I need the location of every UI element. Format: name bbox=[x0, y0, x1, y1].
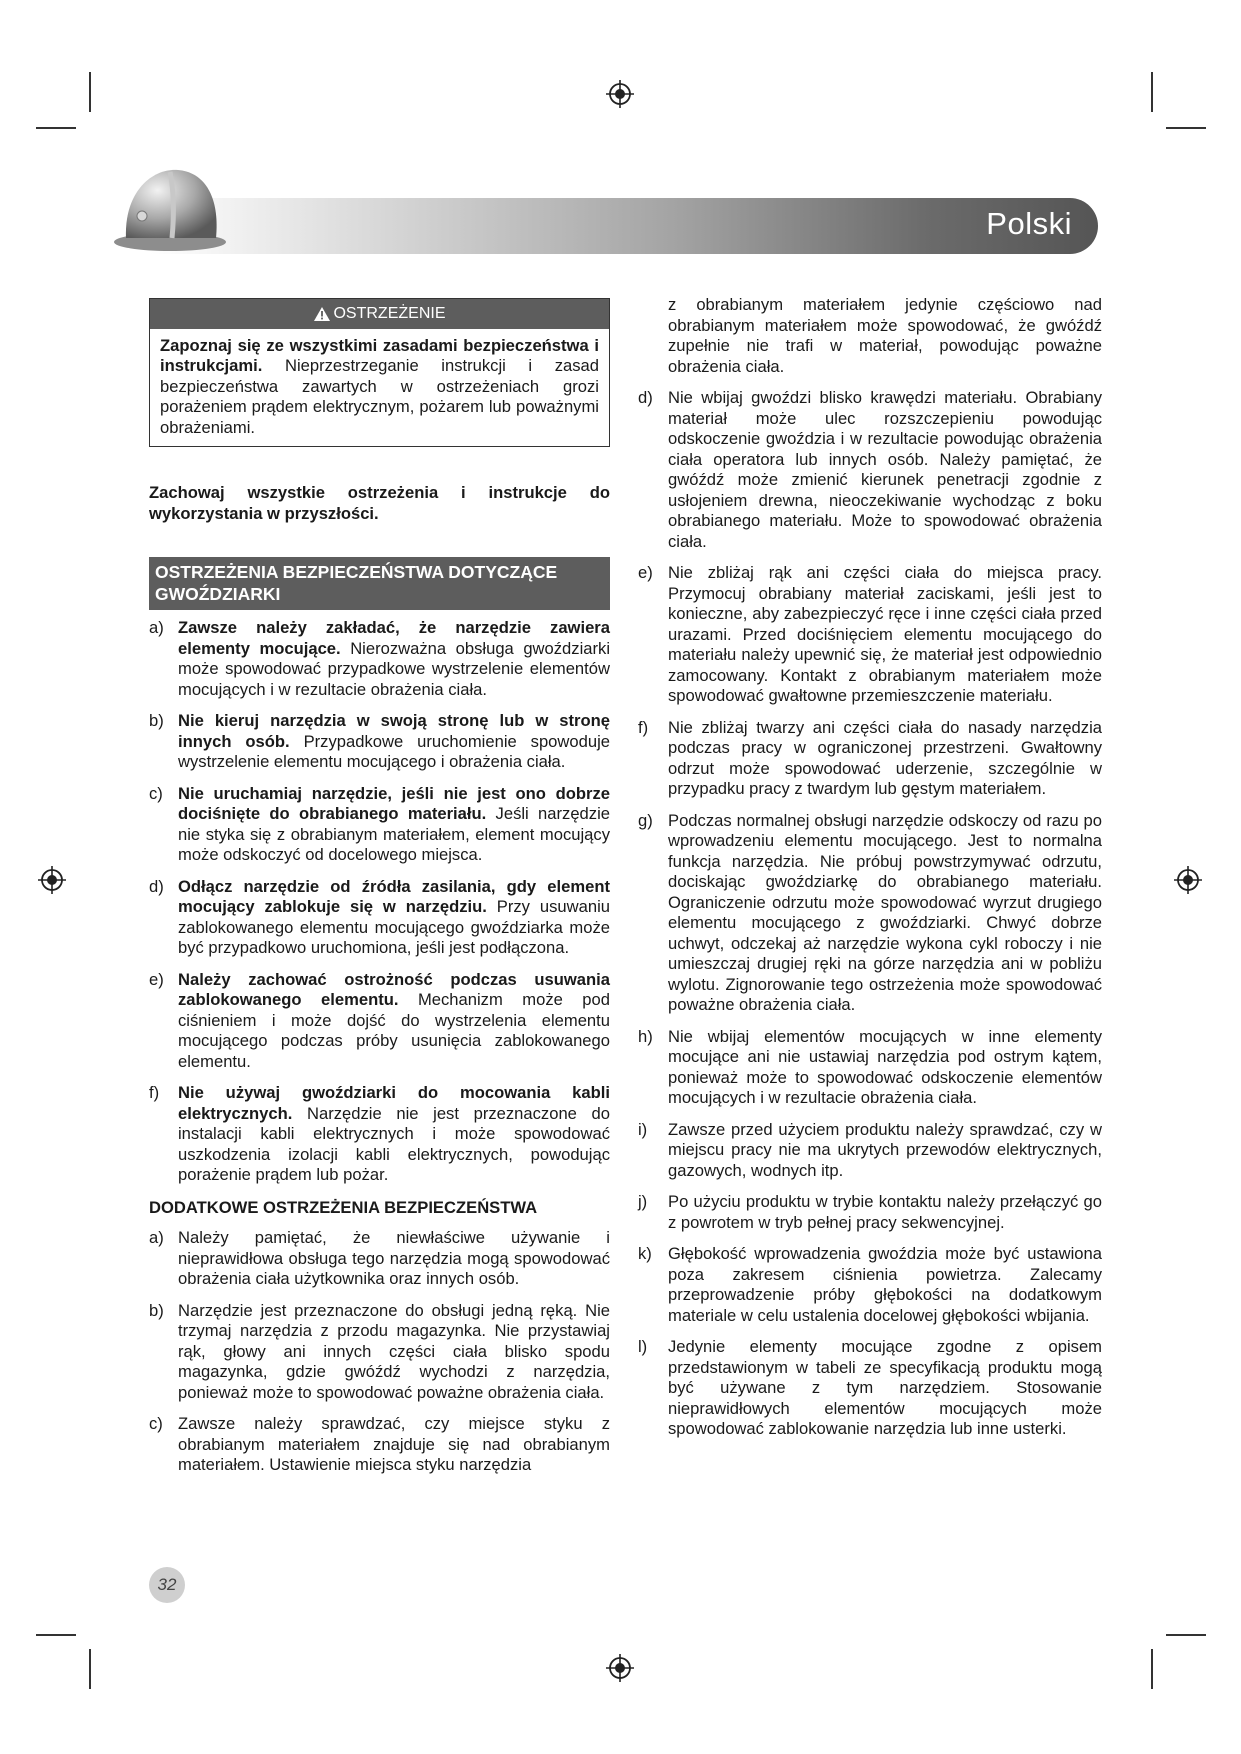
list-item bbox=[149, 784, 610, 866]
item-letter: j) bbox=[638, 1192, 648, 1211]
registration-mark-icon bbox=[604, 1652, 636, 1684]
item-text: Nie zbliżaj twarzy ani części ciała do nasady narzędzia podczas pracy w ograniczonej przestrzeni. Gwałtowny odrzut może spowodować uderzenie, szczególnie w przypadku pracy z twardym lub gęstym materiałem. bbox=[668, 717, 1102, 798]
list-item bbox=[638, 718, 1102, 800]
registration-mark-icon bbox=[36, 864, 68, 896]
item-letter: d) bbox=[149, 876, 164, 896]
crop-mark bbox=[1151, 72, 1153, 112]
item-letter: f) bbox=[638, 717, 649, 737]
left-column bbox=[149, 298, 610, 1487]
item-letter: i) bbox=[638, 1119, 648, 1139]
right-column bbox=[638, 295, 1102, 1451]
list-item bbox=[149, 618, 610, 700]
item-bold-text: Nie używaj gwoździarki do mocowania kabli elektrycznych. bbox=[178, 1083, 610, 1123]
item-text: Nie wbijaj gwoździ blisko krawędzi materiału. Obrabiany materiał może ulec rozszczepieniu powodując odskoczenie gwoździa i w rezultacie powodując obrażenia ciała operatora lub innych osób. Należy pamiętać, że gwóźdź może zmienić kierunek penetracji zgodnie z usłojeniem drewna, nieoczekiwanie wychodząc z boku obrabianego materiału. Może to spowodować obrażenia ciała. bbox=[668, 388, 1102, 551]
item-letter: e) bbox=[638, 563, 653, 582]
item-text: Należy pamiętać, że niewłaściwe używanie i nieprawidłowa obsługa tego narzędzia mogą spowodować obrażenia ciała użytkownika oraz innych osób. bbox=[178, 1228, 610, 1288]
warning-box-plain-text: Nieprzestrzeganie instrukcji i zasad bezpieczeństwa zawartych w ostrzeżeniach grozi porażeniem prądem elektrycznym, pożarem lub poważnymi obrażeniami. bbox=[160, 356, 599, 437]
list-item bbox=[638, 388, 1102, 552]
item-text: Zawsze należy sprawdzać, czy miejsce styku z obrabianym materiałem znajduje się nad obrabianym materiałem. Ustawienie miejsca styku narzędzia bbox=[178, 1414, 610, 1474]
list-item bbox=[638, 1027, 1102, 1109]
item-text: Mechanizm może pod ciśnieniem i może dojść do wystrzelenia elementu mocującego podczas próby usunięcia zablokowanego elementu. bbox=[178, 990, 610, 1071]
item-text: Narzędzie jest przeznaczone do obsługi jedną ręką. Nie trzymaj narzędzia z przodu magazynka. Nie przystawiaj rąk, głowy ani innych części ciała blisko spodu magazynka, gdzie gwóźdź wychodzi z narzędzia, ponieważ może to spowodować poważne obrażenia ciała. bbox=[178, 1300, 610, 1402]
list-item bbox=[638, 1120, 1102, 1182]
list-item bbox=[638, 563, 1102, 707]
item-bold-text: Zawsze należy zakładać, że narzędzie zawiera elementy mocujące. bbox=[178, 618, 610, 658]
item-letter: g) bbox=[638, 810, 653, 830]
item-letter: k) bbox=[638, 1244, 652, 1263]
list-item bbox=[149, 711, 610, 773]
page-number: 32 bbox=[149, 1567, 185, 1603]
item-text: Zawsze przed użyciem produktu należy sprawdzać, czy w miejscu pracy nie ma ukrytych przewodów elektrycznych, gazowych, wodnych itp. bbox=[668, 1119, 1102, 1180]
item-bold-text: Nie uruchamiaj narzędzie, jeśli nie jest ono dobrze dociśnięte do obrabianego materiału. bbox=[178, 783, 610, 823]
list-item bbox=[149, 1301, 610, 1404]
list-item bbox=[149, 877, 610, 959]
subsection-heading: DODATKOWE OSTRZEŻENIA BEZPIECZEŃSTWA bbox=[149, 1197, 538, 1217]
warning-box bbox=[149, 298, 610, 447]
item-letter: a) bbox=[149, 1228, 164, 1247]
list-item bbox=[149, 1414, 610, 1476]
item-letter: c) bbox=[149, 1414, 163, 1433]
crop-mark bbox=[89, 1649, 91, 1689]
item-bold-text: Należy zachować ostrożność podczas usuwania zablokowanego elementu. bbox=[178, 969, 610, 1009]
list-item bbox=[638, 1192, 1102, 1233]
item-letter: b) bbox=[149, 711, 164, 730]
crop-mark bbox=[36, 1634, 76, 1636]
item-letter: l) bbox=[638, 1337, 648, 1356]
warning-icon bbox=[313, 306, 331, 322]
hard-hat-icon bbox=[112, 162, 232, 254]
item-text: Nie zbliżaj rąk ani części ciała do miejsca pracy. Przymocuj obrabiany materiał zaciskami, jeśli jest to konieczne, aby zabezpieczyć ręce i inne części ciała przed urazami. Przed dociśnięciem elementu mocującego do materiału należy upewnić się, że materiał jest odpowiednio zamocowany. Kontakt z obrabianym materiałem może spowodować gwałtowne przemieszczenie materiału. bbox=[668, 563, 1102, 705]
registration-mark-icon bbox=[1172, 864, 1204, 896]
item-continuation: z obrabianym materiałem jedynie częściowo nad obrabianym materiałem może spowodować, że gwóźdź zupełnie nie trafi w materiał, powodując poważne obrażenia ciała. bbox=[668, 295, 1102, 376]
item-letter: e) bbox=[149, 969, 164, 989]
crop-mark bbox=[1166, 127, 1206, 129]
item-letter: a) bbox=[149, 618, 164, 637]
list-item bbox=[149, 970, 610, 1073]
list-item bbox=[149, 1083, 610, 1186]
crop-mark bbox=[36, 127, 76, 129]
list-item bbox=[638, 811, 1102, 1016]
item-text: Po użyciu produktu w trybie kontaktu należy przełączyć go z powrotem w tryb pełnej pracy sekwencyjnej. bbox=[668, 1192, 1102, 1232]
item-letter: f) bbox=[149, 1083, 160, 1102]
item-text: Nierozważna obsługa gwoździarki może spowodować przypadkowe wystrzelenie elementów mocujących i w rezultacie obrażenia ciała. bbox=[178, 638, 611, 699]
warning-box-text bbox=[150, 329, 609, 447]
item-text: Narzędzie nie jest przeznaczone do instalacji kabli elektrycznych i może spowodować uszkodzenia izolacji kabli elektrycznych, powodując porażenie prądem lub pożar. bbox=[178, 1103, 610, 1184]
item-text: Podczas normalnej obsługi narzędzie odskoczy od razu po wprowadzeniu elementu mocującego. Jest to normalna funkcja narzędzia. Nie próbuj powstrzymywać odrzutu, dociskając gwoździarkę do obrabianego materiału. Ograniczenie odrzutu może spowodować wyrzut drugiego elementu mocującego z gwoździarki. Chwyć dobrze uchwyt, odczekaj aż narzędzie wykona cykl roboczy i nie umieszczaj drugiej ręki na górze narzędzia ani w pobliżu wylotu. Zignorowanie tego ostrzeżenia może spowodować poważne obrażenia ciała. bbox=[668, 810, 1102, 1014]
registration-mark-icon bbox=[604, 78, 636, 110]
list-item bbox=[149, 1228, 610, 1290]
banner-language-label: Polski bbox=[986, 206, 1072, 241]
item-text: Jedynie elementy mocujące zgodne z opisem przedstawionym w tabeli ze specyfikacją produktu mogą być używane z tym narzędziem. Stosowanie nieprawidłowych elementów mocujących może spowodować zablokowanie narzędzia lub inne usterki. bbox=[668, 1337, 1102, 1438]
section-heading: OSTRZEŻENIA BEZPIECZEŃSTWA DOTYCZĄCE GWOŹDZIARKI bbox=[149, 557, 610, 610]
warning-box-bold-text: Zapoznaj się ze wszystkimi zasadami bezpieczeństwa i instrukcjami. bbox=[160, 335, 599, 375]
item-letter: b) bbox=[149, 1300, 164, 1320]
item-text: Przypadkowe uruchomienie spowoduje wystrzelenie elementu mocującego i obrażenia ciała. bbox=[178, 731, 610, 771]
item-bold-text: Nie kieruj narzędzia w swoją stronę lub w stronę innych osób. bbox=[178, 711, 610, 751]
warning-box-title: OSTRZEŻENIE bbox=[333, 305, 446, 322]
item-text: Jeśli narzędzie nie styka się z obrabianym materiałem, element mocujący może odskoczyć od docelowego miejsca. bbox=[178, 804, 610, 864]
item-letter: h) bbox=[638, 1026, 653, 1046]
item-letter: d) bbox=[638, 388, 653, 407]
item-bold-text: Odłącz narzędzie od źródła zasilania, gdy element mocujący zablokuje się w narzędziu. bbox=[178, 876, 610, 916]
crop-mark bbox=[1166, 1634, 1206, 1636]
list-item bbox=[638, 1337, 1102, 1440]
item-text: Nie wbijaj elementów mocujących w inne elementy mocujące ani nie ustawiaj narzędzia pod ostrym kątem, ponieważ może to spowodować odskoczenie elementów mocujących i w rezultacie obrażenia ciała. bbox=[668, 1026, 1102, 1107]
item-text: Głębokość wprowadzenia gwoździa może być ustawiona poza zakresem ciśnienia powietrza. Zalecamy przeprowadzenie próby głębokości na dodatkowym materiale w celu ustalenia docelowej głębokości wbijania. bbox=[668, 1244, 1102, 1325]
crop-mark bbox=[1151, 1649, 1153, 1689]
language-banner bbox=[150, 198, 1098, 254]
item-letter: c) bbox=[149, 783, 163, 803]
list-item bbox=[638, 1244, 1102, 1326]
crop-mark bbox=[89, 72, 91, 112]
item-text: Przy usuwaniu zablokowanego elementu mocującego gwoździarka może być przypadkowo uruchomiona, jeśli jest podłączona. bbox=[178, 897, 610, 957]
warning-box-header bbox=[150, 299, 609, 329]
keep-instructions-notice: Zachowaj wszystkie ostrzeżenia i instrukcje do wykorzystania w przyszłości. bbox=[149, 483, 610, 523]
